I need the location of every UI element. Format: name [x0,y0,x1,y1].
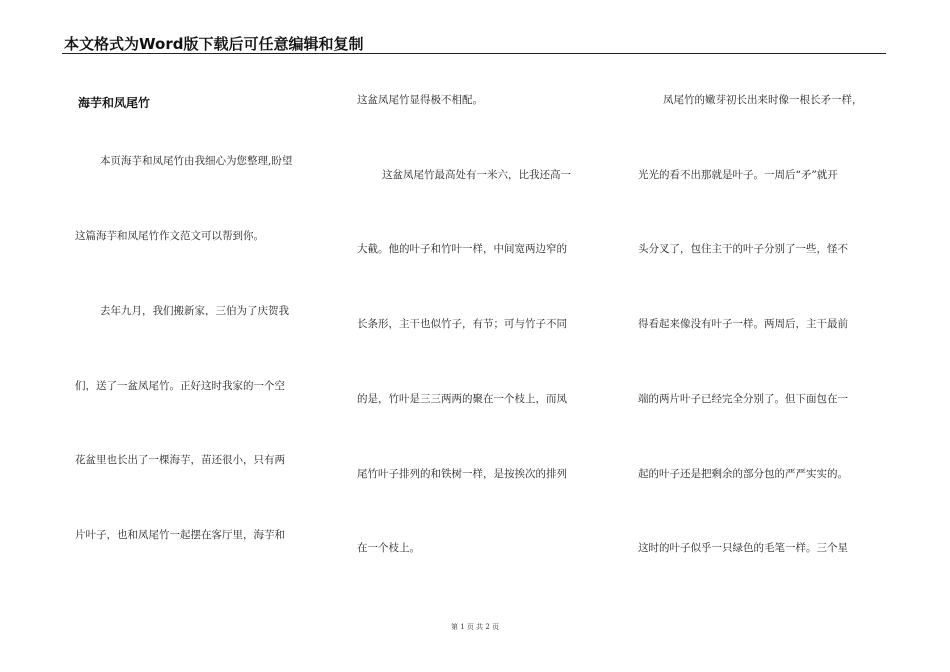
article-title: 海芋和凤尾竹 [78,96,151,110]
paragraph-line: 这盆凤尾竹显得极不相配。 [357,94,483,106]
paragraph-line: 凤尾竹的嫩芽初长出来时像一根长矛一样， [663,94,863,106]
paragraph-line: 片叶子，也和凤尾竹一起摆在客厅里，海芋和 [75,529,285,541]
paragraph-line: 这时的叶子似乎一只绿色的毛笔一样。三个星 [638,542,848,554]
paragraph-line: 起的叶子还是把剩余的部分包的严严实实的。 [638,468,848,480]
paragraph-line: 光光的看不出那就是叶子。一周后“矛”就开 [638,169,838,181]
paragraph-line: 在一个枝上。 [357,542,420,554]
paragraph-line: 花盆里也长出了一棵海芋，苗还很小，只有两 [75,454,285,466]
paragraph-line: 端的两片叶子已经完全分别了。但下面包在一 [638,393,848,405]
paragraph-line: 得看起来像没有叶子一样。两周后，主干最前 [638,318,848,330]
paragraph-line: 头分叉了，包住主干的叶子分别了一些，怪不 [638,243,848,255]
paragraph-line: 大截。他的叶子和竹叶一样，中间宽两边窄的 [357,243,567,255]
paragraph-line: 本页海芋和凤尾竹由我细心为您整理,盼望 [100,155,293,167]
paragraph-line: 的是，竹叶是三三两两的聚在一个枝上，而凤 [357,393,567,405]
paragraph-line: 这盆凤尾竹最高处有一米六，比我还高一 [382,169,571,181]
paragraph-line: 长条形，主干也似竹子，有节；可与竹子不同 [357,318,567,330]
paragraph-line: 们，送了一盆凤尾竹。正好这时我家的一个空 [75,380,285,392]
paragraph-line: 这篇海芋和凤尾竹作文范文可以帮到你。 [75,230,264,242]
page-number-footer: 第 1 页 共 2 页 [450,623,500,631]
paragraph-line: 尾竹叶子排列的和铁树一样，是按挨次的排列 [357,468,567,480]
header-divider [62,53,886,54]
document-header-title: 本文格式为Word版下载后可任意编辑和复制 [64,35,364,53]
paragraph-line: 去年九月，我们搬新家，三伯为了庆贺我 [100,305,289,317]
